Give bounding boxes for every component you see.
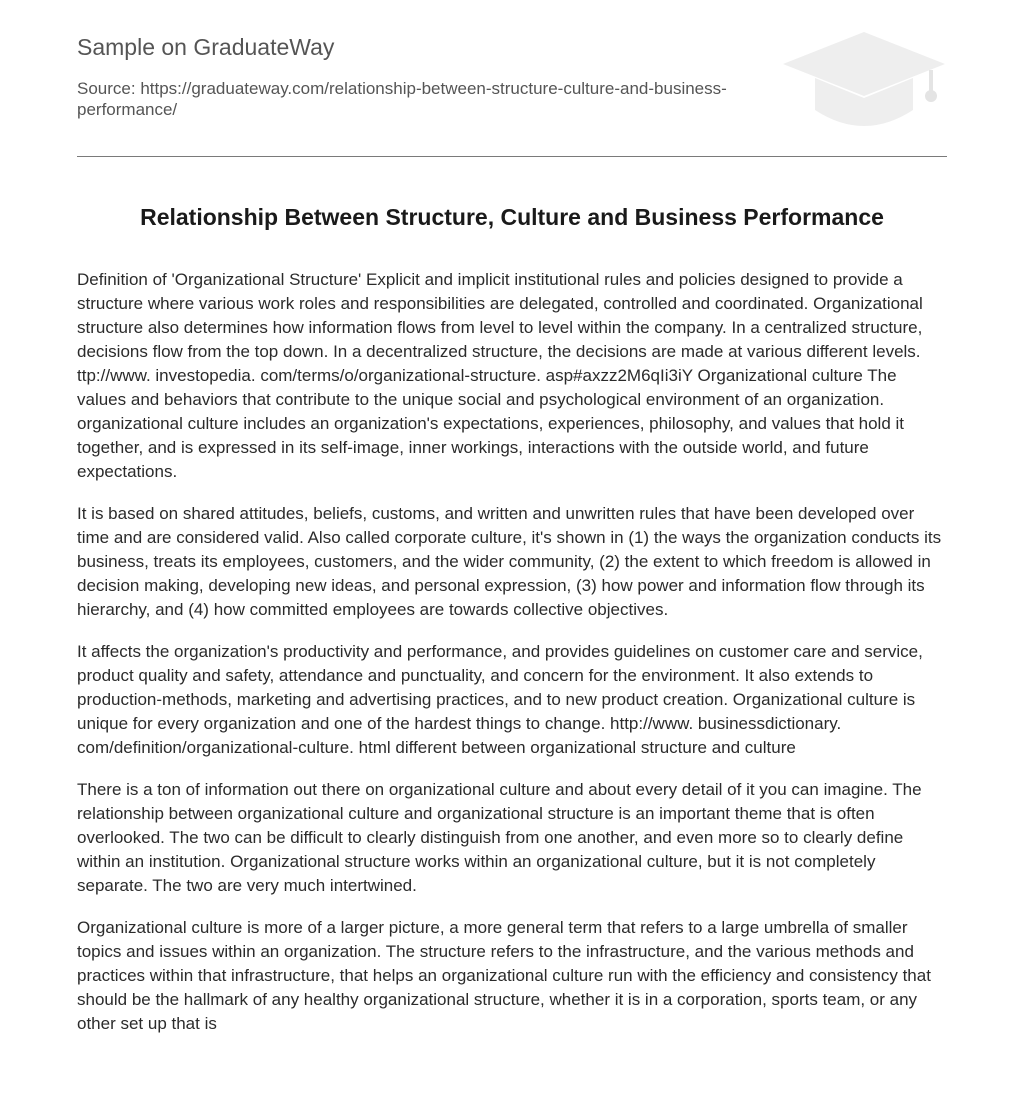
source-label: Source:	[77, 79, 136, 98]
paragraph: It is based on shared attitudes, beliefs, customs, and written and unwritten rules that have been developed over time and are considered valid. Also called corporate culture, it's shown in (1) the ways the organization conducts its business, treats its employees, customers, and the wider community, (2) the extent to which freedom is allowed in decision making, developing new ideas, and personal expression, (3) how power and information flow through its hierarchy, and (4) how committed employees are towards collective objectives.	[77, 504, 942, 619]
source-line	[77, 78, 797, 120]
graduation-cap-icon	[781, 30, 947, 134]
source-link[interactable]: https://graduateway.com/relationship-between-structure-culture-and-business-performance/	[77, 79, 727, 119]
header	[77, 0, 947, 157]
paragraph: There is a ton of information out there on organizational culture and about every detail of it you can imagine. The relationship between organizational culture and organizational structure is an important theme that is often overlooked. The two can be difficult to clearly distinguish from one another, and even more so to clearly define within an institution. Organizational structure works within an organizational culture, but it is not completely separate. The two are very much intertwined.	[77, 780, 922, 895]
paragraph: It affects the organization's productivity and performance, and provides guidelines on customer care and service, product quality and safety, attendance and punctuality, and concern for the environment. It also extends to production-methods, marketing and advertising practices, and to new product creation. Organizational culture is unique for every organization and one of the hardest things to change. http://www. businessdictionary. com/definition/organizational-culture. html different between organizational structure and culture	[77, 642, 923, 757]
page	[77, 0, 947, 1033]
document-title: Relationship Between Structure, Culture and Business Performance	[140, 204, 884, 230]
document-body	[77, 268, 947, 1054]
site-title: Sample on GraduateWay	[77, 34, 335, 60]
paragraph: Organizational culture is more of a larger picture, a more general term that refers to a large umbrella of smaller topics and issues within an organization. The structure refers to the infrastructure, and the various methods and practices within that infrastructure, that helps an organizational culture run with the efficiency and consistency that should be the hallmark of any healthy organizational structure, whether it is in a corporation, sports team, or any other set up that is	[77, 918, 931, 1033]
paragraph: Definition of 'Organizational Structure' Explicit and implicit institutional rules and policies designed to provide a structure where various work roles and responsibilities are delegated, controlled and coordinated. Organizational structure also determines how information flows from level to level within the company. In a centralized structure, decisions flow from the top down. In a decentralized structure, the decisions are made at various different levels. ttp://www. investopedia. com/terms/o/organizational-structure. asp#axzz2M6qIi3iY Organizational culture The values and behaviors that contribute to the unique social and psychological environment of an organization. organizational culture includes an organization's expectations, experiences, philosophy, and values that hold it together, and is expressed in its self-image, inner workings, interactions with the outside world, and future expectations.	[77, 270, 923, 481]
